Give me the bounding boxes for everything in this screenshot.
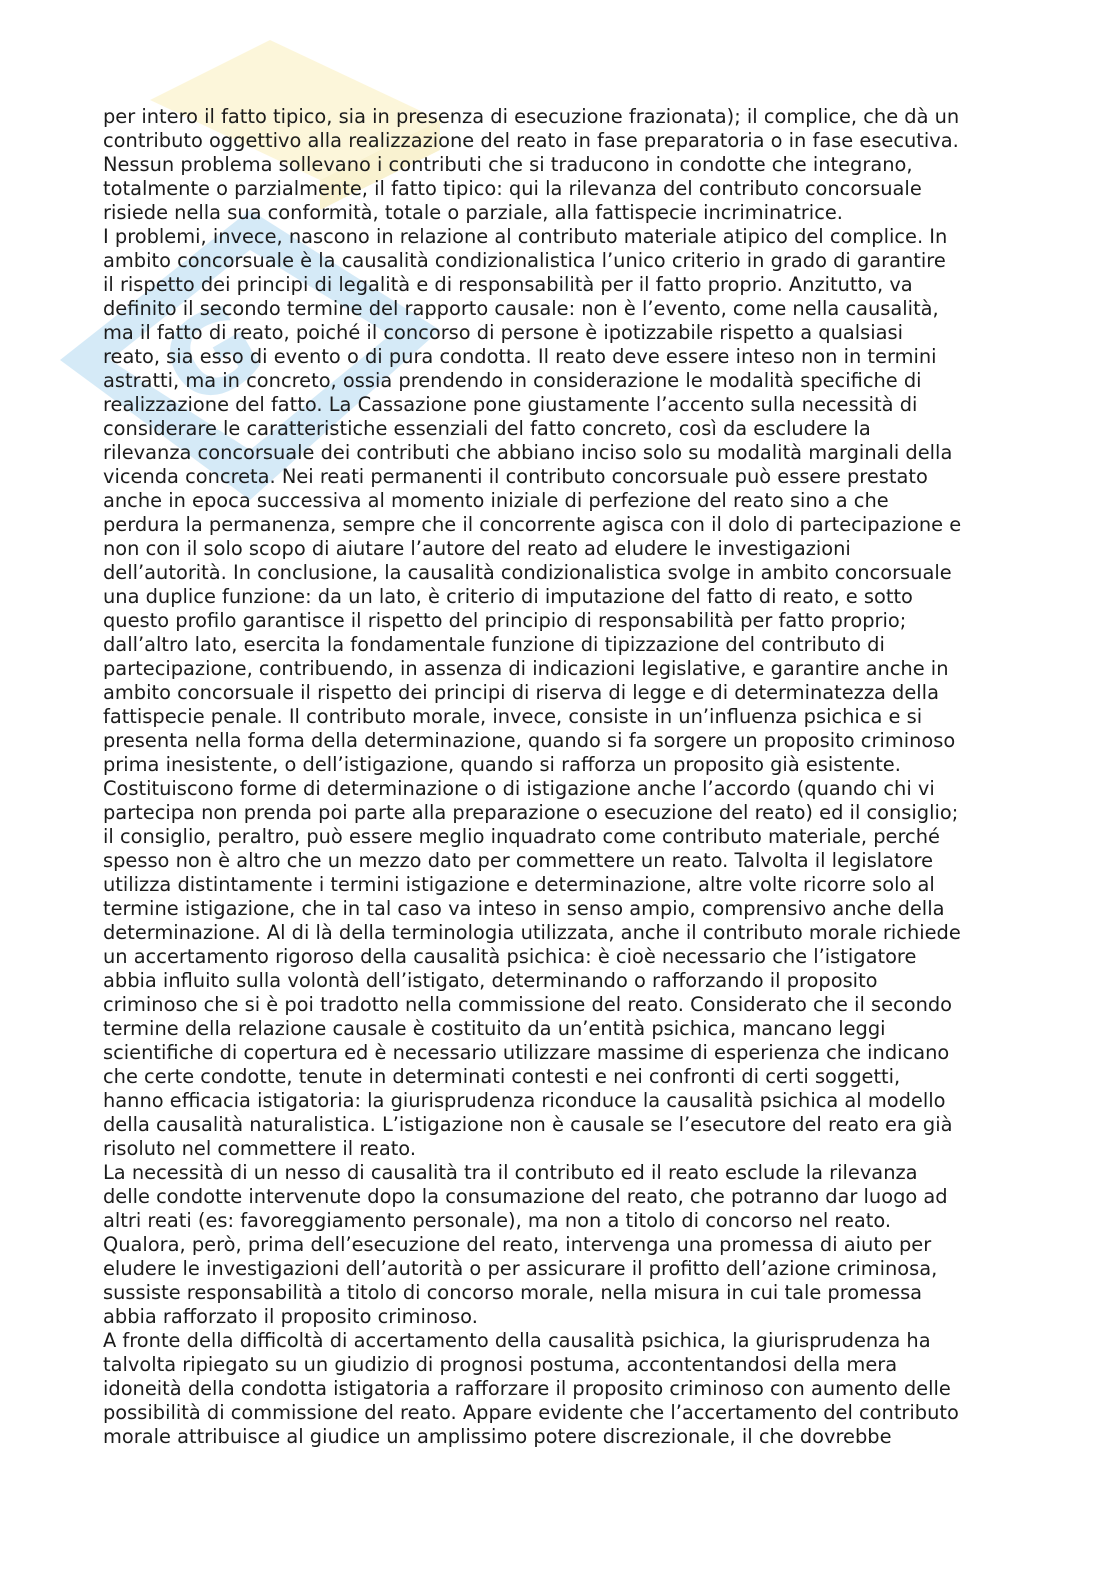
text-line: perdura la permanenza, sempre che il concorrente agisca con il dolo di partecipazione e [103,513,962,536]
text-line: una duplice funzione: da un lato, è criterio di imputazione del fatto di reato, e sotto [103,585,913,608]
text-line: abbia influito sulla volontà dell’istigato, determinando o rafforzando il proposito [103,969,878,992]
text-line: il rispetto dei principi di legalità e di responsabilità per il fatto proprio. Anzitutto, va [103,273,913,296]
text-line: ambito concorsuale il rispetto dei principi di riserva di legge e di determinatezza della [103,681,939,704]
text-line: sussiste responsabilità a titolo di concorso morale, nella misura in cui tale promessa [103,1281,923,1304]
text-line: dell’autorità. In conclusione, la causalità condizionalistica svolge in ambito concorsuale [103,561,952,584]
text-line: ambito concorsuale è la causalità condizionalistica l’unico criterio in grado di garantire [103,249,946,272]
text-line: Costituiscono forme di determinazione o di istigazione anche l’accordo (quando chi vi [103,777,935,800]
text-line: rilevanza concorsuale dei contributi che abbiano inciso solo su modalità marginali della [103,441,953,464]
text-line: A fronte della difficoltà di accertamento della causalità psichica, la giurisprudenza ha [103,1329,931,1352]
text-line: La necessità di un nesso di causalità tra il contributo ed il reato esclude la rilevanza [103,1161,918,1184]
text-line: vicenda concreta. Nei reati permanenti il contributo concorsuale può essere prestato [103,465,928,488]
text-line: termine della relazione causale è costituito da un’entità psichica, mancano leggi [103,1017,886,1040]
svg-text:G: G [140,277,283,434]
text-line: risoluto nel commettere il reato. [103,1137,416,1160]
text-line: prima inesistente, o dell’istigazione, quando si rafforza un proposito già esistente. [103,753,901,776]
text-line: I problemi, invece, nascono in relazione al contributo materiale atipico del complice. In [103,225,948,248]
text-line: reato, sia esso di evento o di pura condotta. Il reato deve essere inteso non in termini [103,345,937,368]
text-line: anche in epoca successiva al momento iniziale di perfezione del reato sino a che [103,489,889,512]
text-line: hanno efficacia istigatoria: la giurisprudenza riconduce la causalità psichica al modello [103,1089,946,1112]
text-line: dall’altro lato, esercita la fondamentale funzione di tipizzazione del contributo di [103,633,885,656]
text-line: un accertamento rigoroso della causalità psichica: è cioè necessario che l’istigatore [103,945,917,968]
text-line: ma il fatto di reato, poiché il concorso di persone è ipotizzabile rispetto a qualsiasi [103,321,903,344]
text-line: criminoso che si è poi tradotto nella commissione del reato. Considerato che il secondo [103,993,953,1016]
text-line: eludere le investigazioni dell’autorità o per assicurare il profitto dell’azione criminosa, [103,1257,938,1280]
text-line: spesso non è altro che un mezzo dato per commettere un reato. Talvolta il legislatore [103,849,934,872]
text-line: per intero il fatto tipico, sia in presenza di esecuzione frazionata); il complice, che dà un [103,105,960,128]
text-line: contributo oggettivo alla realizzazione del reato in fase preparatoria o in fase esecutiva. [103,129,959,152]
document-body [103,105,1023,1449]
text-line: risiede nella sua conformità, totale o parziale, alla fattispecie incriminatrice. [103,201,843,224]
text-line: realizzazione del fatto. La Cassazione pone giustamente l’accento sulla necessità di [103,393,918,416]
text-line: questo profilo garantisce il rispetto del principio di responsabilità per fatto proprio; [103,609,907,632]
text-line: partecipazione, contribuendo, in assenza di indicazioni legislative, e garantire anche in [103,657,949,680]
text-line: astratti, ma in concreto, ossia prendendo in considerazione le modalità specifiche di [103,369,922,392]
text-line: Nessun problema sollevano i contributi che si traducono in condotte che integrano, [103,153,913,176]
text-line: termine istigazione, che in tal caso va inteso in senso ampio, comprensivo anche della [103,897,945,920]
text-line: scientifiche di copertura ed è necessario utilizzare massime di esperienza che indicano [103,1041,950,1064]
text-line: Qualora, però, prima dell’esecuzione del reato, intervenga una promessa di aiuto per [103,1233,932,1256]
text-line: talvolta ripiegato su un giudizio di prognosi postuma, accontentandosi della mera [103,1353,898,1376]
text-line: idoneità della condotta istigatoria a rafforzare il proposito criminoso con aumento delle [103,1377,951,1400]
text-line: presenta nella forma della determinazione, quando si fa sorgere un proposito criminoso [103,729,956,752]
text-line: utilizza distintamente i termini istigazione e determinazione, altre volte ricorre solo al [103,873,935,896]
text-line: abbia rafforzato il proposito criminoso. [103,1305,478,1328]
text-line: delle condotte intervenute dopo la consumazione del reato, che potranno dar luogo ad [103,1185,948,1208]
text-line: considerare le caratteristiche essenziali del fatto concreto, così da escludere la [103,417,871,440]
text-line: il consiglio, peraltro, può essere meglio inquadrato come contributo materiale, perché [103,825,940,848]
text-line: della causalità naturalistica. L’istigazione non è causale se l’esecutore del reato era già [103,1113,953,1136]
text-line: partecipa non prenda poi parte alla preparazione o esecuzione del reato) ed il consiglio; [103,801,959,824]
text-line: determinazione. Al di là della terminologia utilizzata, anche il contributo morale richiede [103,921,961,944]
text-line: definito il secondo termine del rapporto causale: non è l’evento, come nella causalità, [103,297,939,320]
text-line: totalmente o parzialmente, il fatto tipico: qui la rilevanza del contributo concorsuale [103,177,922,200]
text-line: altri reati (es: favoreggiamento personale), ma non a titolo di concorso nel reato. [103,1209,892,1232]
text-line: possibilità di commissione del reato. Appare evidente che l’accertamento del contributo [103,1401,959,1424]
text-line: non con il solo scopo di aiutare l’autore del reato ad eludere le investigazioni [103,537,851,560]
text-line: morale attribuisce al giudice un amplissimo potere discrezionale, il che dovrebbe [103,1425,892,1448]
text-line: fattispecie penale. Il contributo morale, invece, consiste in un’influenza psichica e si [103,705,923,728]
text-line: che certe condotte, tenute in determinati contesti e nei confronti di certi soggetti, [103,1065,901,1088]
